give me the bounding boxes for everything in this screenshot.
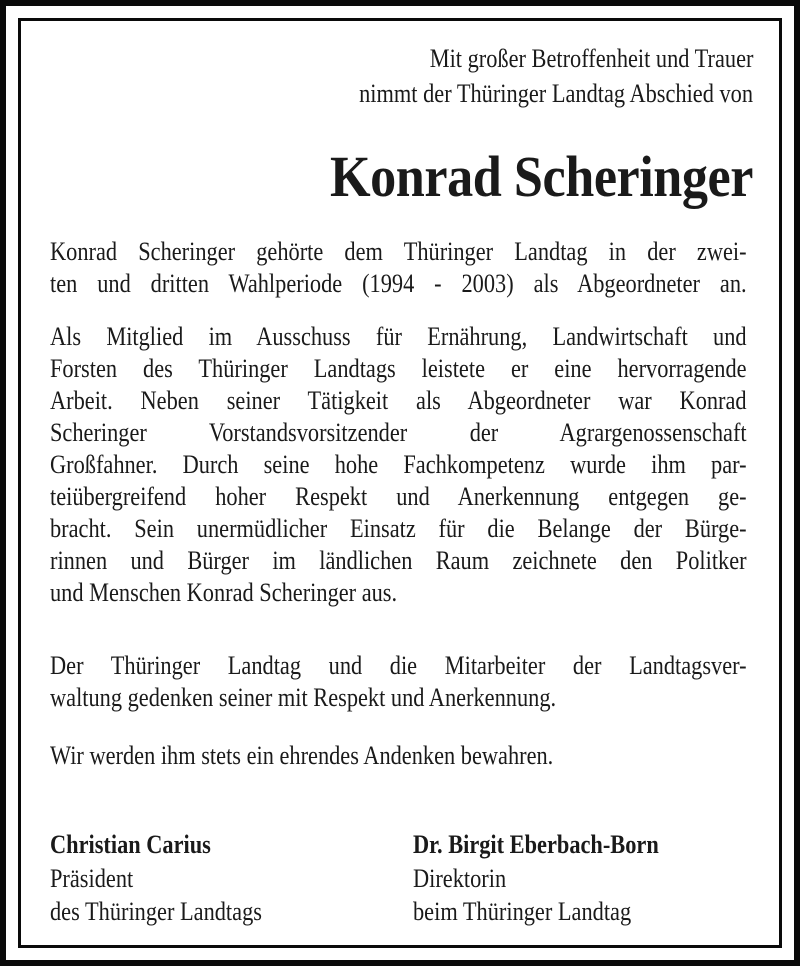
body-line: [50, 237, 747, 267]
body-line-text: teiübergreifend hoher Respekt und Anerkennung entgegen ge-: [50, 482, 747, 511]
body-line: [50, 386, 747, 416]
body-line-text: rinnen und Bürger im ländlichen Raum zeichnete den Politker: [50, 546, 747, 575]
signatory-name: Christian Carius: [50, 830, 211, 859]
body-line-text: Forsten des Thüringer Landtags leistete er eine hervorragende: [50, 354, 747, 383]
body-line: [50, 354, 747, 384]
body-line-text: Konrad Scheringer gehörte dem Thüringer Landtag in der zwei-: [50, 237, 747, 266]
body-line-text: waltung gedenken seiner mit Respekt und Anerkennung.: [50, 683, 557, 712]
body-line-text: Scheringer Vorstandsvorsitzender der Agrargenossenschaft: [50, 418, 747, 447]
deceased-name-title: Konrad Scheringer: [330, 144, 753, 209]
intro-line-2: nimmt der Thüringer Landtag Abschied von: [359, 79, 753, 108]
body-line: [50, 651, 747, 681]
body-line: [50, 578, 747, 608]
body-line-text: Wir werden ihm stets ein ehrendes Andenken bewahren.: [50, 741, 554, 770]
body-line-text: und Menschen Konrad Scheringer aus.: [50, 578, 398, 607]
body-line: [50, 546, 747, 576]
body-line-text: Der Thüringer Landtag und die Mitarbeiter der Landtagsver-: [50, 651, 747, 680]
body-line-text: bracht. Sein unermüdlicher Einsatz für die Belange der Bürge-: [50, 514, 747, 543]
signatory-title: Präsident: [50, 864, 134, 893]
body-line: [50, 741, 747, 771]
body-line: [50, 418, 747, 448]
signatory-name: Dr. Birgit Eberbach-Born: [413, 830, 659, 859]
signatory-organization: des Thüringer Landtags: [50, 897, 262, 926]
body-line: [50, 482, 747, 512]
body-line-text: ten und dritten Wahlperiode (1994 - 2003) als Abgeordneter an.: [50, 269, 747, 298]
body-line-text: Großfahner. Durch seine hohe Fachkompetenz wurde ihm par-: [50, 450, 747, 479]
body-line: [50, 683, 747, 713]
body-line: [50, 269, 747, 299]
body-line: [50, 514, 747, 544]
body-line: [50, 450, 747, 480]
signatory-organization: beim Thüringer Landtag: [413, 897, 632, 926]
body-line: [50, 322, 747, 352]
body-line-text: Als Mitglied im Ausschuss für Ernährung, Landwirtschaft und: [50, 322, 747, 351]
signatory-title: Direktorin: [413, 864, 507, 893]
body-line-text: Arbeit. Neben seiner Tätigkeit als Abgeordneter war Konrad: [50, 386, 747, 415]
intro-line-1: Mit großer Betroffenheit und Trauer: [429, 44, 753, 73]
